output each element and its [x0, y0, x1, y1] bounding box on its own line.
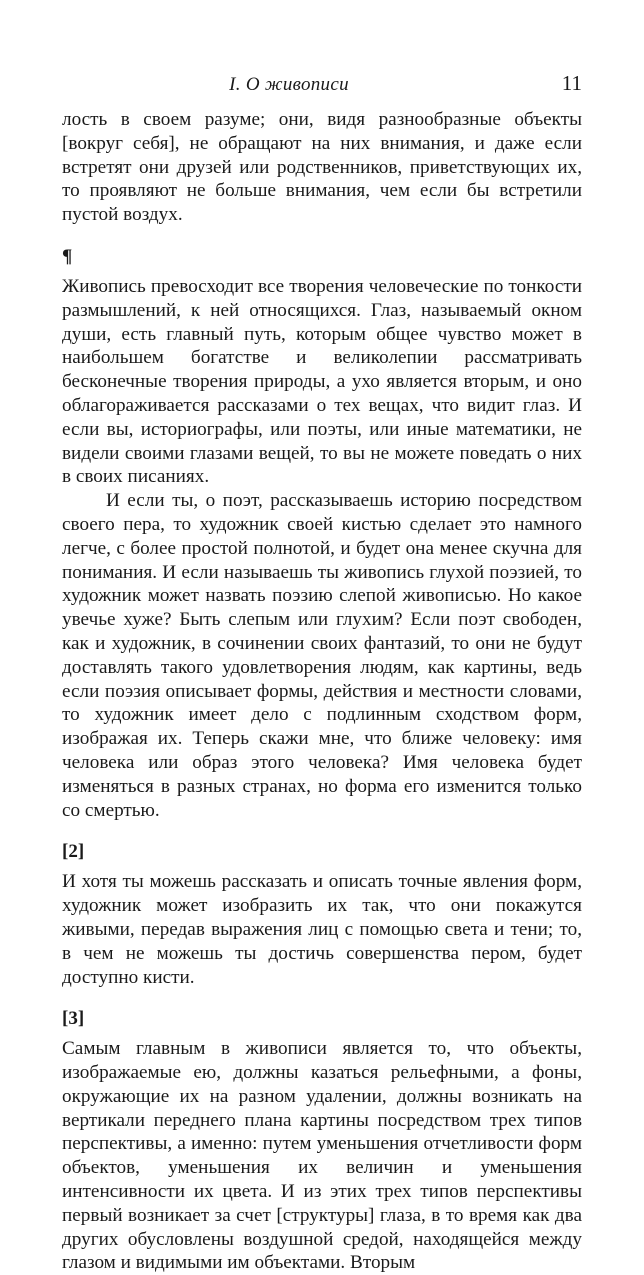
section-marker-3: [3] — [62, 1008, 85, 1030]
paragraph: Самым главным в живописи является то, что объекты, изображаемые ею, должны казаться рельефными, а фоны, окружающие их на разном удалении, должны возникать на вертикали переднего плана картины посредством трех типов перспективы, а именно: путем уменьшения отчетливости форм объектов, уменьшения их величин и уменьшения интенсивности их цвета. И из этих трех типов перспективы первый возникает за счет [структуры] глаза, в то время как два других обусловлены воздушной средой, находящейся между глазом и видимыми им объектами. Вторым — [62, 1038, 582, 1274]
paragraph: Живопись превосходит все творения человеческие по тонкости размышлений, к ней относящихся. Глаз, называемый окном души, есть главный путь, которым общее чувство может в наибольшем богатстве и великолепии рассматривать бесконечные творения природы, а ухо является вторым, и оно облагораживается рассказами о тех вещах, что видит глаз. И если вы, историографы, или поэты, или иные математики, не видели своими глазами вещей, то вы не можете поведать о них в своих писаниях. — [62, 275, 582, 488]
paragraph: И хотя ты можешь рассказать и описать точные явления форм, художник может изобразить их так, что они покажутся живыми, передав выражения лиц с помощью света и тени; то, в чем не можешь ты достичь совершенства пером, будет доступно кисти. — [62, 871, 582, 988]
running-head-title: I. О живописи — [229, 74, 349, 95]
body-text — [62, 108, 582, 1275]
paragraph: И если ты, о поэт, рассказываешь историю посредством своего пера, то художник своей кистью сделает это намного легче, с более простой полнотой, и будет она менее скучна для понимания. И если называешь ты живопись глухой поэзией, то художник может назвать поэзию слепой живописью. Но какое увечье хуже? Быть слепым или глухим? Если поэт свободен, как и художник, в сочинении своих фантазий, то они не будут доставлять такого удовлетворения людям, как картины, ведь если поэзия описывает формы, действия и местности словами, то художник имеет дело с подлинным сходством форм, изображая их. Теперь скажи мне, что ближе человеку: имя человека или образ этого человека? Имя человека будет изменяться в разных странах, но форма его изменится только со смертью. — [62, 490, 582, 821]
page-number: 11 — [561, 71, 582, 95]
section-marker-2: [2] — [62, 841, 85, 863]
section-marker-pilcrow: ¶ — [62, 245, 73, 267]
running-head — [62, 71, 582, 100]
paragraph-continuation: лость в своем разуме; они, видя разнообразные объекты [вокруг себя], не обращают на них внимания, и даже если встретят они друзей или родственников, приветствующих их, то проявляют не больше внимания, чем если бы встретили пустой воздух. — [62, 109, 582, 226]
